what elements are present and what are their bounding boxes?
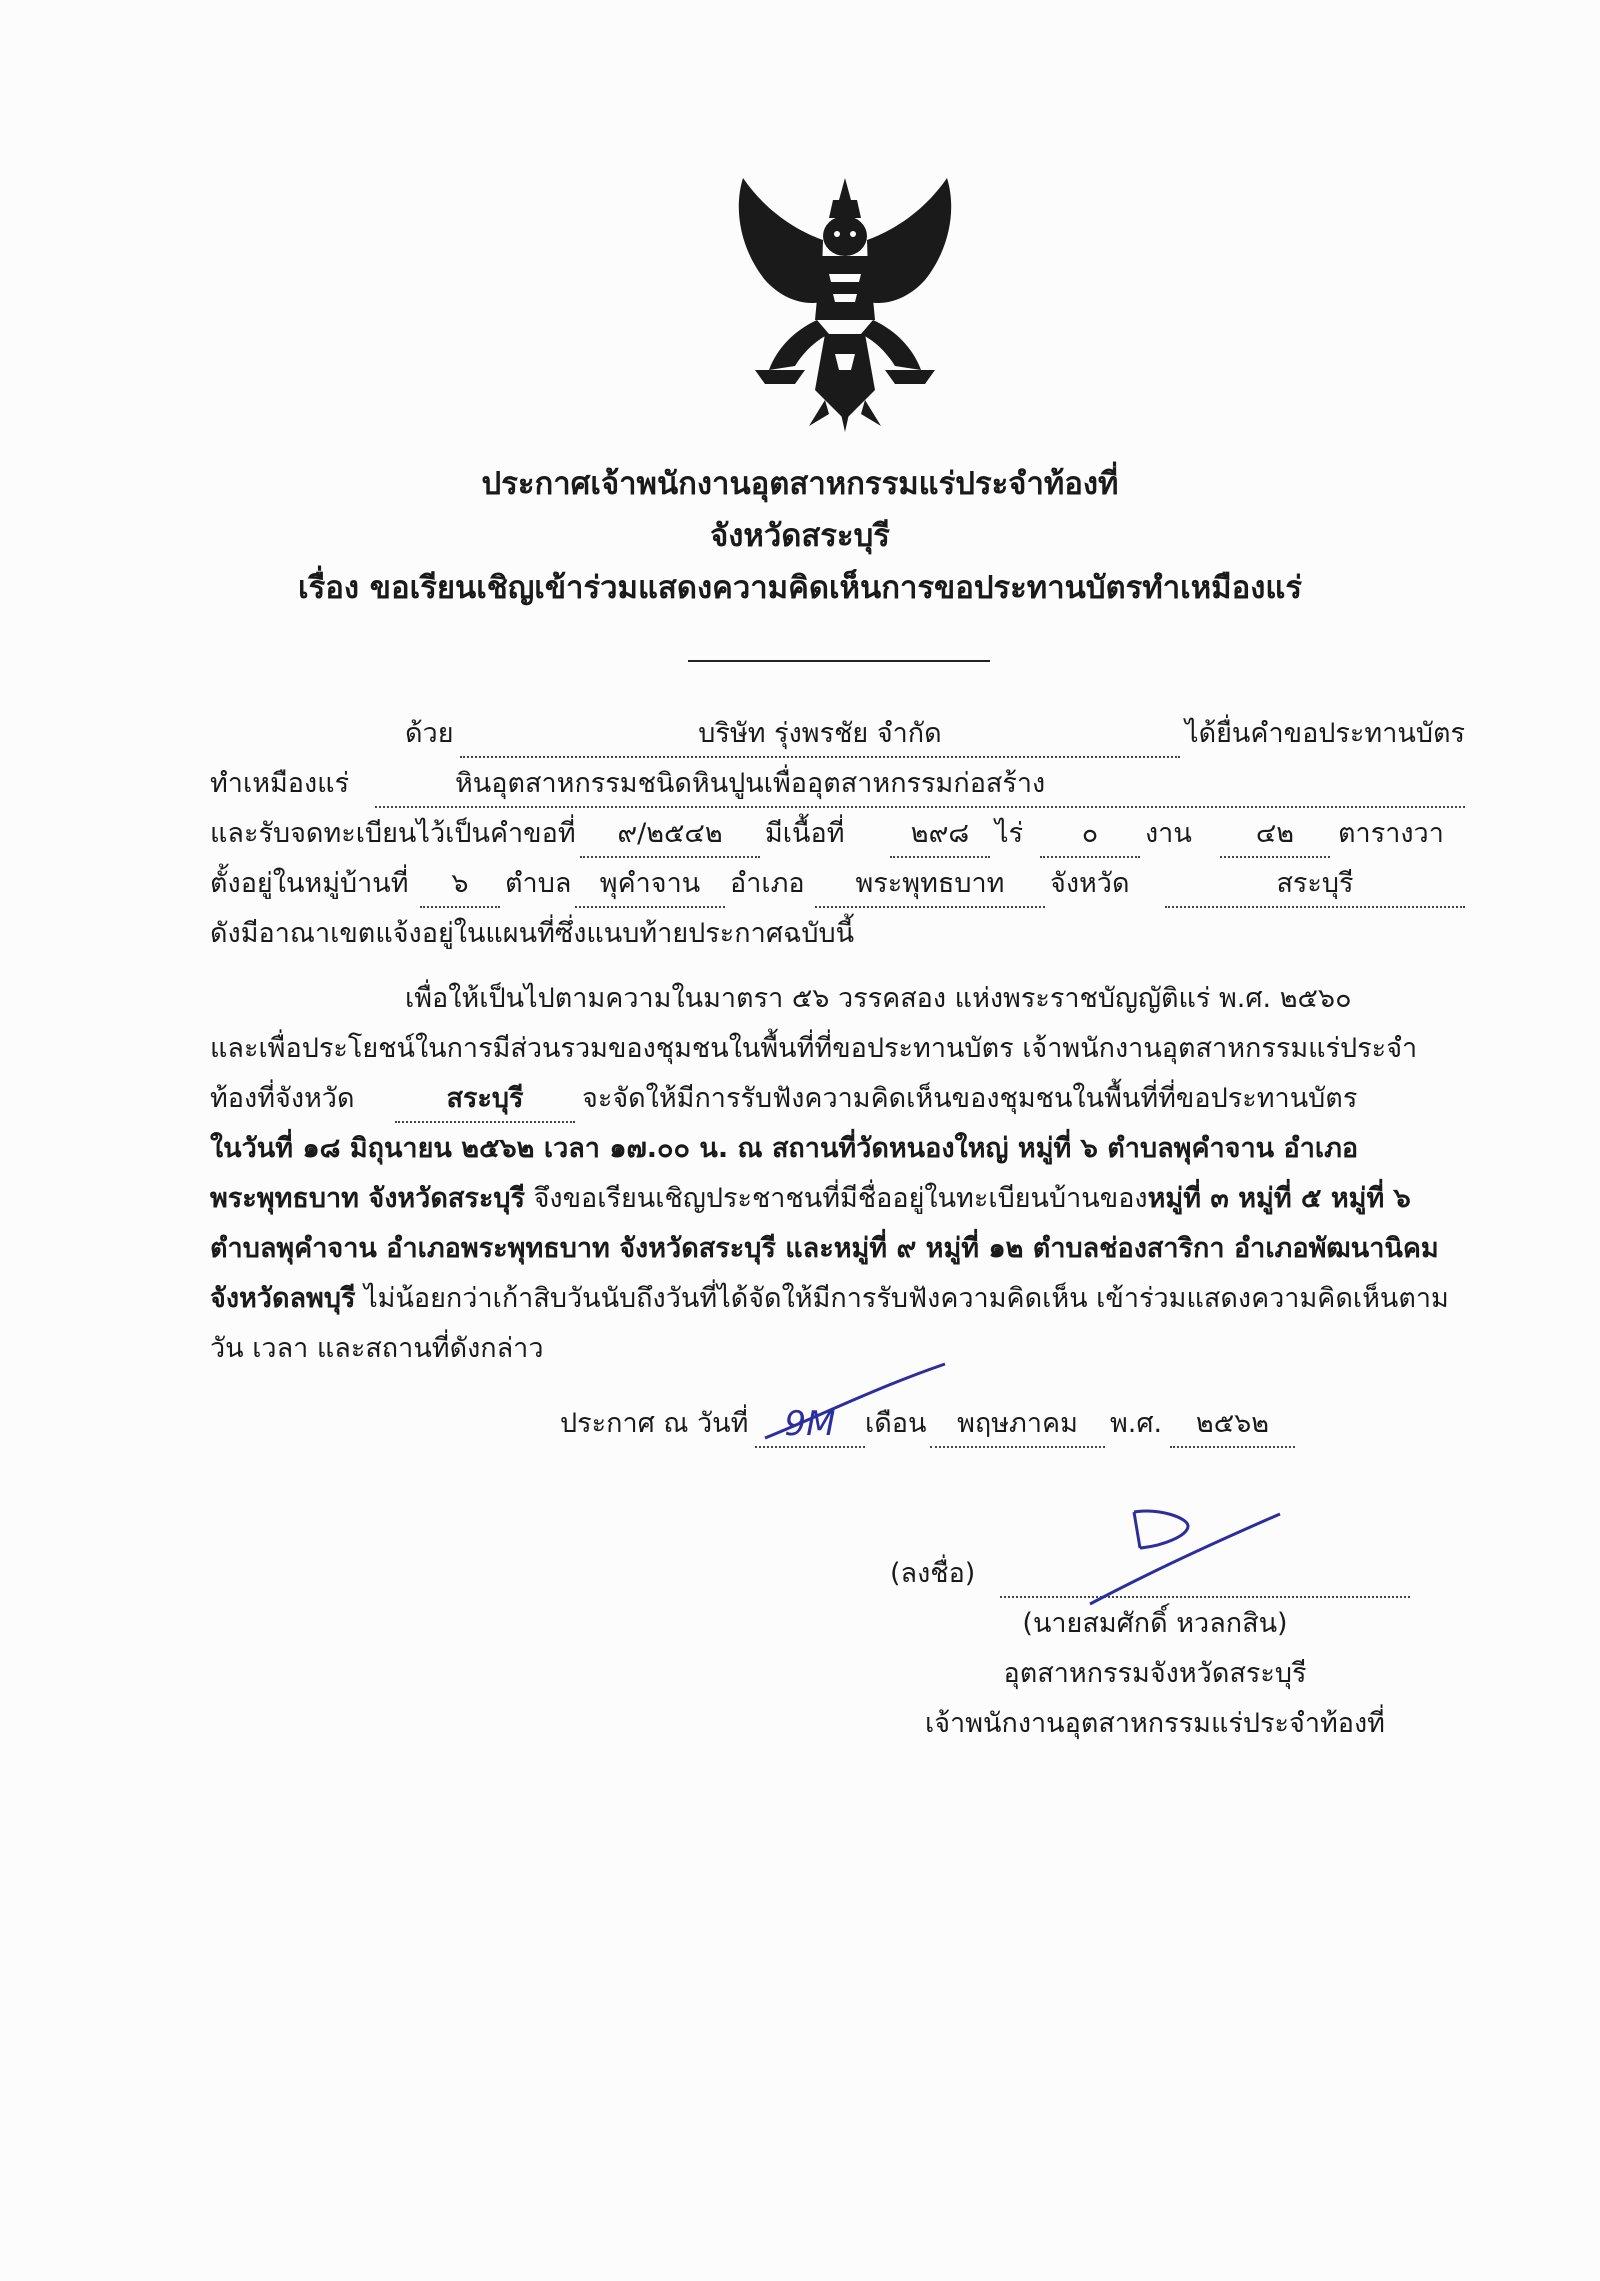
tambon-label: ตำบล bbox=[505, 868, 572, 899]
signatory-position-2: เจ้าพนักงานอุตสาหกรรมแร่ประจำท้องที่ bbox=[925, 1708, 1385, 1739]
garuda-emblem bbox=[725, 170, 965, 432]
mineral-field: หินอุตสาหกรรมชนิดหินปูนเพื่ออุตสาหกรรมก่อสร้าง bbox=[375, 760, 1465, 808]
body-line-3-start: ท้องที่จังหวัด bbox=[210, 1083, 355, 1114]
boundary-text: ดังมีอาณาเขตแจ้งอยู่ในแผนที่ซึ่งแนบท้ายประกาศฉบับนี้ bbox=[210, 918, 855, 949]
mining-label: ทำเหมืองแร่ bbox=[210, 768, 350, 799]
body-line-5-bold2: หมู่ที่ ๓ หมู่ที่ ๕ หมู่ที่ ๖ bbox=[1147, 1183, 1411, 1214]
body-line-3-end: จะจัดให้มีการรับฟังความคิดเห็นของชุมชนในพื้นที่ที่ขอประทานบัตร bbox=[582, 1083, 1358, 1114]
village-no-field: ๖ bbox=[420, 860, 500, 908]
body-line-7 bbox=[210, 1275, 1465, 1323]
village-label: ตั้งอยู่ในหมู่บ้านที่ bbox=[210, 868, 409, 899]
month-label: เดือน bbox=[865, 1408, 927, 1439]
ngan-field: ๐ bbox=[1040, 810, 1140, 858]
signature-scribble bbox=[1070, 1500, 1290, 1610]
date-ink-stroke bbox=[745, 1358, 955, 1448]
announce-year-field: ๒๕๖๒ bbox=[1170, 1400, 1295, 1448]
applied-label: ได้ยื่นคำขอประทานบัตร bbox=[1185, 718, 1466, 749]
body-province-field: สระบุรี bbox=[395, 1075, 575, 1123]
heading-line-3: เรื่อง ขอเรียนเชิญเข้าร่วมแสดงความคิดเห็นการขอประทานบัตรทำเหมืองแร่ bbox=[298, 570, 1302, 606]
province-field: สระบุรี bbox=[1165, 860, 1465, 908]
body-line-2: และเพื่อประโยชน์ในการมีส่วนรวมของชุมชนในพื้นที่ที่ขอประทานบัตร เจ้าพนักงานอุตสาหกรรมแร่ประจำ bbox=[210, 1033, 1418, 1064]
body-line-6: ตำบลพุคำจาน อำเภอพระพุทธบาท จังหวัดสระบุรี และหมู่ที่ ๙ หมู่ที่ ๑๒ ตำบลช่องสาริกา อำเภอพัฒนานิคม bbox=[210, 1233, 1439, 1264]
body-line-8: วัน เวลา และสถานที่ดังกล่าว bbox=[210, 1333, 544, 1364]
announce-date-row bbox=[560, 1400, 1360, 1448]
sign-label: (ลงชื่อ) bbox=[890, 1558, 976, 1589]
form-row-mineral bbox=[210, 760, 1465, 808]
company-field: บริษัท รุ่งพรชัย จำกัด bbox=[460, 710, 1180, 758]
rai-field: ๒๙๘ bbox=[890, 810, 990, 858]
area-label: มีเนื้อที่ bbox=[765, 818, 845, 849]
body-line-7-bold: จังหวัดลพบุรี bbox=[210, 1283, 356, 1314]
body-line-4: ในวันที่ ๑๘ มิถุนายน ๒๕๖๒ เวลา ๑๗.๐๐ น. ณ สถานที่วัดหนองใหญ่ หมู่ที่ ๖ ตำบลพุคำจาน อำเภอ bbox=[210, 1133, 1359, 1164]
amphoe-field: พระพุทธบาท bbox=[815, 860, 1045, 908]
year-label: พ.ศ. bbox=[1110, 1408, 1163, 1439]
announce-prefix: ประกาศ ณ วันที่ bbox=[560, 1408, 749, 1439]
form-row-request bbox=[210, 810, 1465, 858]
province-label: จังหวัด bbox=[1050, 868, 1130, 899]
rai-label: ไร่ bbox=[995, 818, 1024, 849]
body-line-1: เพื่อให้เป็นไปตามความในมาตรา ๕๖ วรรคสอง แห่งพระราชบัญญัติแร่ พ.ศ. ๒๕๖๐ bbox=[405, 983, 1352, 1014]
signatory-position-1: อุตสาหกรรมจังหวัดสระบุรี bbox=[1003, 1658, 1307, 1689]
request-no-field: ๙/๒๕๔๒ bbox=[580, 810, 760, 858]
body-line-5 bbox=[210, 1175, 1465, 1223]
form-row-location bbox=[210, 860, 1465, 908]
title-divider bbox=[688, 660, 990, 662]
tambon-field: พุคำจาน bbox=[575, 860, 725, 908]
form-row-company bbox=[210, 710, 1465, 758]
body-line-5-bold: พระพุทธบาท จังหวัดสระบุรี bbox=[210, 1183, 525, 1214]
body-line-5-mid: จึงขอเรียนเชิญประชาชนที่มีชื่ออยู่ในทะเบียนบ้านของ bbox=[525, 1183, 1148, 1214]
ngan-label: งาน bbox=[1145, 818, 1192, 849]
announcement-heading bbox=[200, 458, 1400, 614]
signatory-name: (นายสมศักดิ์ หวลกสิน) bbox=[1022, 1608, 1288, 1639]
heading-line-2: จังหวัดสระบุรี bbox=[710, 518, 890, 554]
body-line-3 bbox=[210, 1075, 1465, 1123]
heading-line-1: ประกาศเจ้าพนักงานอุตสาหกรรมแร่ประจำท้องที่ bbox=[481, 466, 1119, 502]
wa-label: ตารางวา bbox=[1338, 818, 1444, 849]
registered-label: และรับจดทะเบียนไว้เป็นคำขอที่ bbox=[210, 818, 576, 849]
amphoe-label: อำเภอ bbox=[730, 868, 805, 899]
body-line-7-rest: ไม่น้อยกว่าเก้าสิบวันนับถึงวันที่ได้จัดให้มีการรับฟังความคิดเห็น เข้าร่วมแสดงความคิดเห็นตาม bbox=[355, 1283, 1449, 1314]
by-label: ด้วย bbox=[405, 718, 454, 749]
announce-month-field: พฤษภาคม bbox=[930, 1400, 1105, 1448]
announce-day-field: 9M bbox=[755, 1400, 865, 1448]
wa-field: ๔๒ bbox=[1220, 810, 1330, 858]
